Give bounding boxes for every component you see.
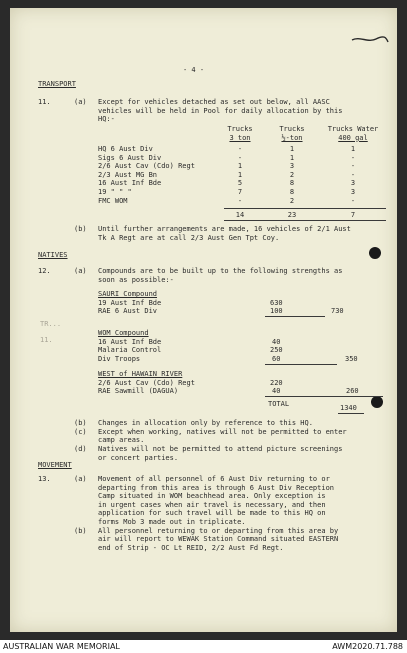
compound-count: 100: [270, 307, 283, 316]
compound-unit: RAE Sawmill (DAGUA): [98, 387, 179, 396]
row-halfton: 8: [289, 188, 295, 196]
para-number-11: 11.: [38, 98, 51, 106]
table-header-water: [322, 125, 384, 142]
table-total-rule: [224, 208, 386, 209]
compound-unit: 19 Aust Inf Bde: [98, 298, 162, 307]
para-12a-line-2: soon as possible:-: [98, 275, 174, 284]
para-13a-line-6: forms Mob 3 made out in triplicate.: [98, 518, 246, 526]
row-water: -: [350, 153, 356, 162]
para-13b-line-3: end of Strip - OC Lt REID, 2/2 Aust Fd Regt.: [98, 543, 284, 552]
table-header-halfton-line1: Trucks: [279, 125, 305, 133]
sub-label-12b: (b): [74, 419, 87, 427]
para-12a-line-1: Compounds are to be built up to the following strengths as: [98, 267, 343, 275]
section-heading-transport: TRANSPORT: [38, 80, 76, 88]
compound-count: 220: [270, 378, 283, 387]
footer-institution: AUSTRALIAN WAR MEMORIAL: [3, 642, 120, 651]
compound-rule: [265, 396, 383, 397]
row-3ton: -: [237, 145, 243, 153]
row-water: 3: [350, 188, 356, 196]
para-number-12: 12.: [38, 267, 51, 275]
para-11b-line-2: Tk A Regt are at call 2/3 Aust Gen Tpt Coy.: [98, 233, 280, 242]
table-header-halfton: [272, 125, 312, 142]
row-unit: FMC WOM: [98, 196, 128, 205]
compound-count: 40: [272, 387, 281, 396]
row-3ton: 7: [237, 188, 243, 196]
para-12d-line-1: Natives will not be permitted to attend picture screenings: [98, 445, 343, 453]
row-unit: 2/6 Aust Cav (Cdo) Regt: [98, 162, 195, 171]
para-13a-line-5: application for such travel will be made to this HQ on: [98, 509, 326, 518]
para-13b-line-1: All personnel returning to or departing from this area by: [98, 526, 339, 535]
para-13a-line-2: departing from this area is through 6 Aust Div Reception: [98, 483, 335, 492]
footer-accession-number: AWM2020.71.788: [332, 642, 403, 651]
row-unit: Sigs 6 Aust Div: [98, 153, 162, 162]
compound-unit: 16 Aust Inf Bde: [98, 337, 162, 346]
row-water: -: [350, 162, 356, 171]
row-halfton: 1: [289, 145, 295, 153]
para-13a-line-1: Movement of all personnel of 6 Aust Div returning to or: [98, 475, 330, 483]
para-11a-line-3: HQ:-: [98, 115, 115, 124]
row-unit: 19 " " ": [98, 188, 132, 196]
compound-name-west-hawain: WEST of HAWAIN RIVER: [98, 370, 183, 378]
para-11a-line-1: Except for vehicles detached as set out below, all AASC: [98, 98, 330, 106]
compound-count: 40: [272, 337, 281, 346]
para-13b-line-2: air will report to WEWAK Station Command situated EASTERN: [98, 535, 339, 544]
compound-count: 60: [272, 354, 281, 363]
row-halfton: 2: [289, 170, 295, 179]
compound-count: 250: [270, 346, 283, 355]
pen-mark: [350, 34, 390, 48]
table-header-halfton-line2: ½-ton: [281, 133, 303, 142]
sub-label-12d: (d): [74, 445, 87, 453]
table-header-water-line1: Trucks Water: [327, 125, 379, 133]
row-water: 3: [350, 179, 356, 188]
compound-subtotal: 260: [346, 387, 359, 396]
table-header-3ton-line2: 3 ton: [229, 133, 251, 142]
compound-unit: RAE 6 Aust Div: [98, 307, 158, 316]
row-3ton: 1: [237, 170, 243, 179]
row-halfton: 1: [289, 153, 295, 162]
table-header-water-line2: 400 gal: [338, 133, 368, 142]
sub-label-13b: (b): [74, 526, 87, 535]
para-11a-line-2: vehicles will be held in Pool for daily allocation by this: [98, 106, 343, 115]
table-row: [98, 197, 388, 206]
compound-unit: 2/6 Aust Cav (Cdo) Regt: [98, 378, 195, 387]
para-13a-line-3: Camp situated in WOM beachhead area. Only exception is: [98, 492, 326, 501]
page-number: - 4 -: [183, 66, 205, 74]
total-3ton: 14: [235, 211, 245, 219]
para-12c-line-1: Except when working, natives will not be permitted to enter: [98, 427, 347, 436]
total-water: 7: [350, 211, 356, 219]
table-header-3ton: [220, 125, 260, 142]
bleed-through-text: TR...: [40, 320, 62, 328]
para-12c-line-2: camp areas.: [98, 436, 145, 445]
compound-rule: [265, 364, 337, 365]
total-halfton: 23: [287, 211, 297, 219]
row-halfton: 2: [289, 196, 295, 205]
sub-label-11b: (b): [74, 225, 87, 233]
document-page: [10, 8, 397, 632]
natives-total-value: 1340: [340, 404, 357, 412]
compound-name-sauri: SAURI Compound: [98, 290, 158, 298]
row-3ton: 5: [237, 179, 243, 188]
row-halfton: 3: [289, 162, 295, 171]
row-3ton: 1: [237, 162, 243, 171]
compound-unit: Malaria Control: [98, 346, 162, 355]
section-heading-movement: MOVEMENT: [38, 461, 72, 469]
table-header-3ton-line1: Trucks: [227, 125, 253, 133]
para-11b-line-1: Until further arrangements are made, 16 vehicles of 2/1 Aust: [98, 225, 351, 233]
para-12b-line: Changes in allocation only by reference to this HQ.: [98, 419, 313, 427]
row-3ton: -: [237, 196, 243, 205]
row-unit: HQ 6 Aust Div: [98, 145, 153, 153]
punch-hole-bottom: [371, 396, 383, 408]
row-water: -: [350, 170, 356, 179]
row-3ton: -: [237, 153, 243, 162]
sub-label-12a: (a): [74, 267, 87, 275]
compound-rule: [265, 316, 325, 317]
natives-total-rule: [338, 413, 364, 414]
row-water: 1: [350, 145, 356, 153]
para-number-13: 13.: [38, 475, 51, 483]
punch-hole-top: [369, 247, 381, 259]
compound-subtotal: 350: [345, 354, 358, 363]
compound-unit: Div Troops: [98, 354, 141, 363]
row-water: -: [350, 196, 356, 205]
row-unit: 2/3 Aust MG Bn: [98, 170, 158, 179]
row-unit: 16 Aust Inf Bde: [98, 179, 162, 188]
bleed-through-text: 11.: [40, 336, 53, 344]
compound-name-wom: WOM Compound: [98, 329, 149, 337]
compound-subtotal: 730: [331, 307, 344, 316]
sub-label-11a: (a): [74, 98, 87, 106]
archive-footer: [0, 640, 407, 653]
para-12d-line-2: or concert parties.: [98, 453, 179, 462]
para-13a-line-4: in urgent cases when air travel is necessary, and then: [98, 500, 326, 509]
sub-label-13a: (a): [74, 475, 87, 483]
compound-count: 630: [270, 298, 283, 307]
natives-total-label: TOTAL: [268, 400, 290, 408]
table-bottom-rule: [224, 220, 386, 221]
row-halfton: 8: [289, 179, 295, 188]
sub-label-12c: (c): [74, 427, 87, 436]
section-heading-natives: NATIVES: [38, 251, 68, 259]
